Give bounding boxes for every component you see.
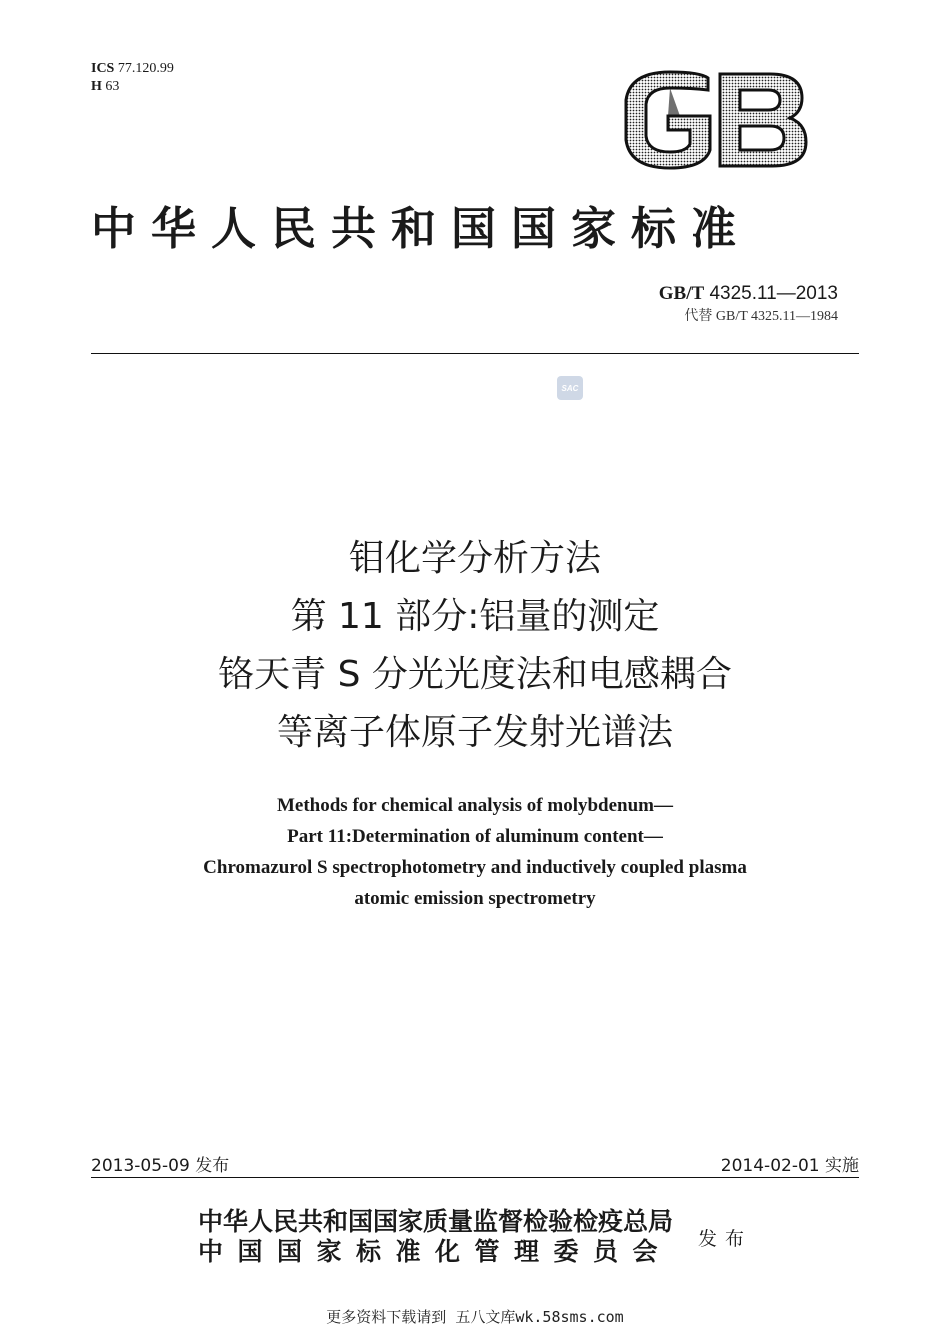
ccs-code: 63 bbox=[105, 79, 120, 94]
issuer-line-1: 中华人民共和国国家质量监督检验检疫总局 bbox=[198, 1207, 674, 1236]
standard-number bbox=[659, 283, 838, 305]
effective-date: 2014-02-01 实施 bbox=[720, 1156, 859, 1176]
classification-codes bbox=[91, 60, 174, 96]
issue-action: 发布 bbox=[698, 1228, 753, 1250]
english-title-line-4: atomic emission spectrometry bbox=[354, 888, 596, 909]
english-title-line-1: Methods for chemical analysis of molybdenum— bbox=[276, 795, 673, 816]
replaces-standard: 代替 GB/T 4325.11—1984 bbox=[684, 309, 838, 324]
footer-download-link[interactable]: 更多资料下载请到 五八文库wk.58sms.com bbox=[326, 1308, 624, 1326]
issue-date: 2013-05-09 发布 bbox=[91, 1156, 230, 1176]
header-divider bbox=[91, 353, 859, 354]
issuing-authorities bbox=[198, 1207, 673, 1267]
sac-watermark bbox=[556, 375, 584, 401]
issuer-line-2: 中国国家标准化管理委员会 bbox=[198, 1237, 673, 1266]
ics-code: 77.120.99 bbox=[117, 61, 174, 76]
gb-logo bbox=[620, 70, 810, 170]
sac-watermark-text: SAC bbox=[561, 384, 579, 393]
standard-prefix: GB/T bbox=[658, 283, 705, 304]
chinese-title-line-1: 钼化学分析方法 bbox=[348, 538, 601, 579]
national-standard-title: 中华人民共和国国家标准 bbox=[91, 202, 752, 255]
chinese-title-line-4: 等离子体原子发射光谱法 bbox=[276, 712, 673, 753]
footer-divider bbox=[91, 1177, 859, 1178]
ics-label: ICS bbox=[91, 61, 115, 76]
chinese-title bbox=[0, 530, 950, 762]
english-title-line-2: Part 11:Determination of aluminum content— bbox=[287, 826, 663, 847]
chinese-title-line-3: 铬天青 S 分光光度法和电感耦合 bbox=[218, 654, 732, 695]
english-title-line-3: Chromazurol S spectrophotometry and inductively coupled plasma bbox=[203, 857, 747, 878]
english-title bbox=[0, 790, 950, 914]
ccs-label: H bbox=[91, 79, 102, 94]
chinese-title-line-2: 第 11 部分:铝量的测定 bbox=[290, 596, 660, 637]
standard-code: 4325.11—2013 bbox=[709, 283, 838, 304]
